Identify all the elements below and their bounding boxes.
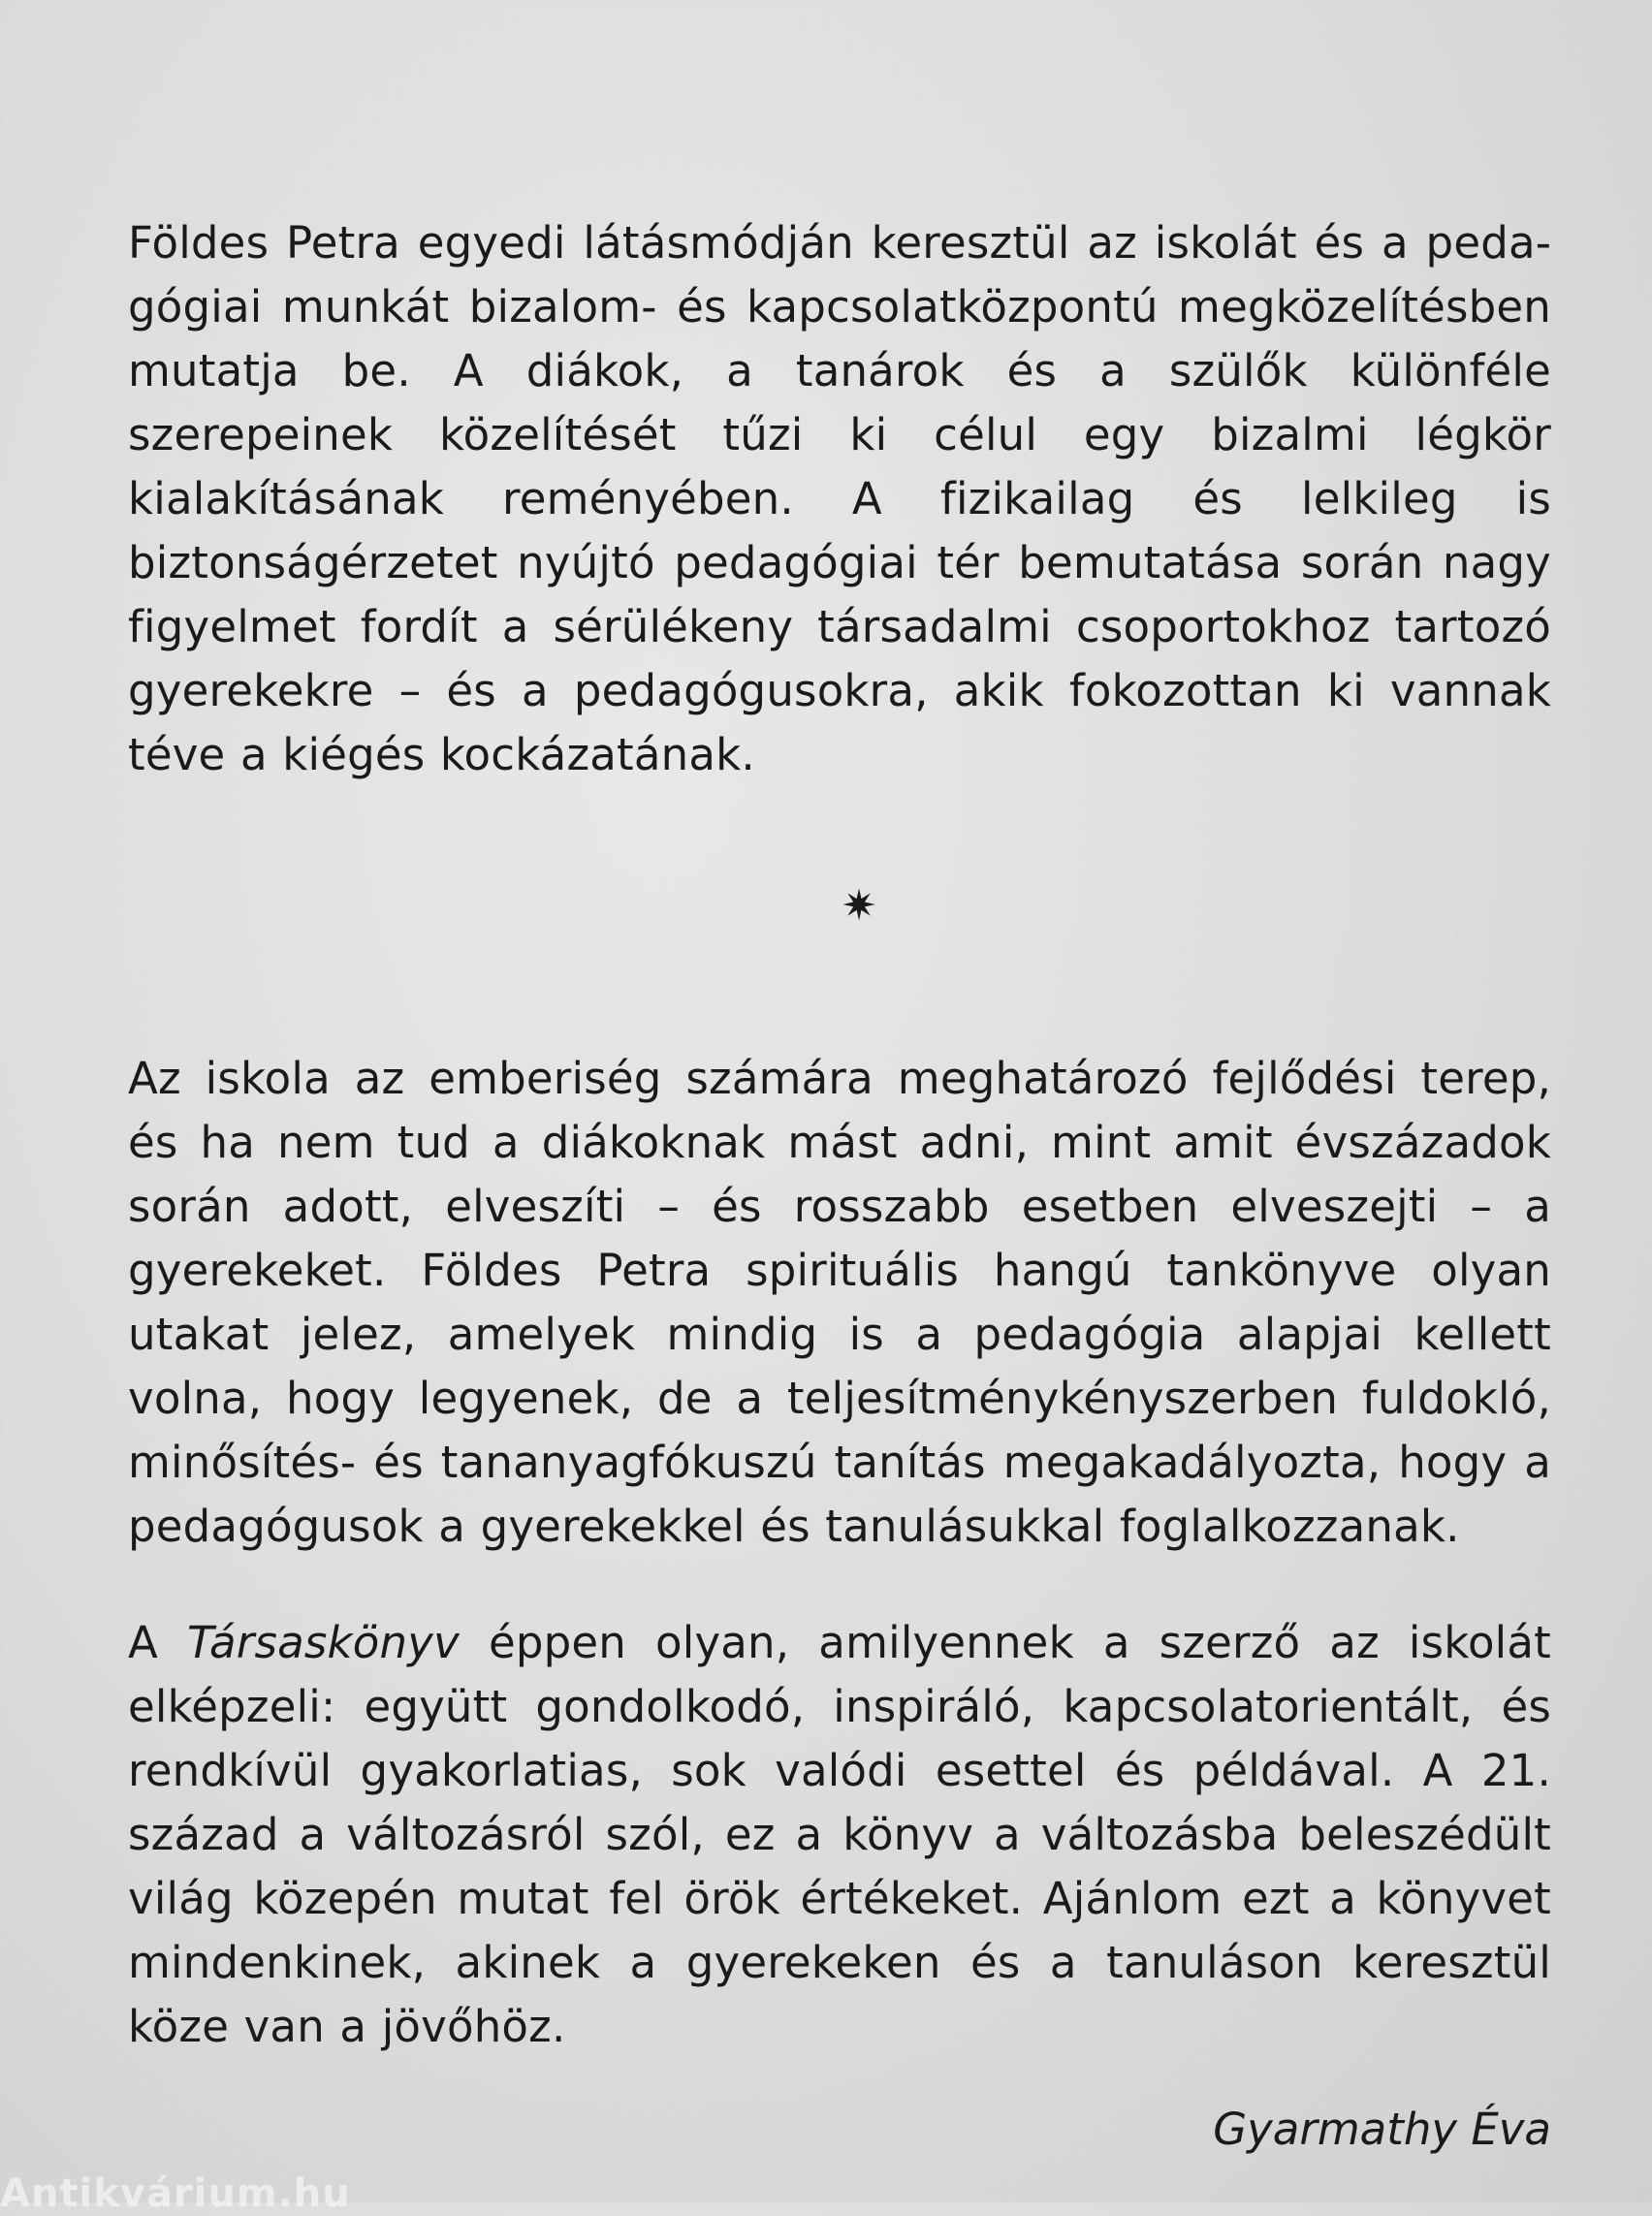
author-signature: Gyarmathy Éva bbox=[1213, 2104, 1551, 2155]
paragraph-1: Földes Petra egyedi látásmódján keresztül az iskolát és a pedagógiai munkát bizalom- és kapcsolatközpontú megközelítésben mutatja be. A diákok, a tanárok és a szülők különféle szerepeinek közelítését tűzi ki célul egy bizalmi légkör kialakításának reményében. A fizikailag és lelkileg is biztonságérzetet nyújtó pedagógiai tér bemutatása során nagy figyelmet fordít a sérülékeny társadalmi csoportokhoz tartozó gyerekekre – és a pedagógusokra, akik fokozottan ki vannak téve a kiégés kockázatának. bbox=[128, 217, 1551, 780]
paragraph-3-prefix: A bbox=[128, 1617, 188, 1668]
section-separator-asterisk: ✷ bbox=[841, 881, 877, 931]
document-page bbox=[128, 211, 1551, 2162]
paragraph-2: Az iskola az emberiség számára meghatározó fejlődési terep, és ha nem tud a diákoknak mást adni, mint amit évszázadok során adott, elveszíti – és rosszabb esetben elveszejti – a gyerekeket. Földes Petra spirituális hangú tankönyve olyan utakat jelez, amelyek mindig is a pedagógia alapjai kellett volna, hogy legyenek, de a teljesítménykényszerben fuldokló, minősítés- és tananyagfókuszú tanítás megakadályozta, hogy a pedagógusok a gyerekekkel és tanulásukkal foglalkozzanak. bbox=[128, 1053, 1551, 1552]
book-title: Társaskönyv bbox=[187, 1617, 460, 1668]
paragraph-3-body: éppen olyan, amilyennek a szerző az iskolát elképzeli: együtt gondolkodó, inspiráló, kapcsolatorientált, és rendkívül gyakorlatias, sok valódi esettel és példával. A 21. század a változásról szól, ez a könyv a változásba beleszédült világ közepén mutat fel örök értékeket. Ajánlom ezt a könyvet mindenkinek, akinek a gyerekeken és a tanuláson keresztül köze van a jövőhöz. bbox=[128, 1617, 1551, 2052]
paragraph-3 bbox=[128, 1611, 1551, 2059]
watermark: Antikvárium.hu bbox=[0, 2171, 351, 2216]
